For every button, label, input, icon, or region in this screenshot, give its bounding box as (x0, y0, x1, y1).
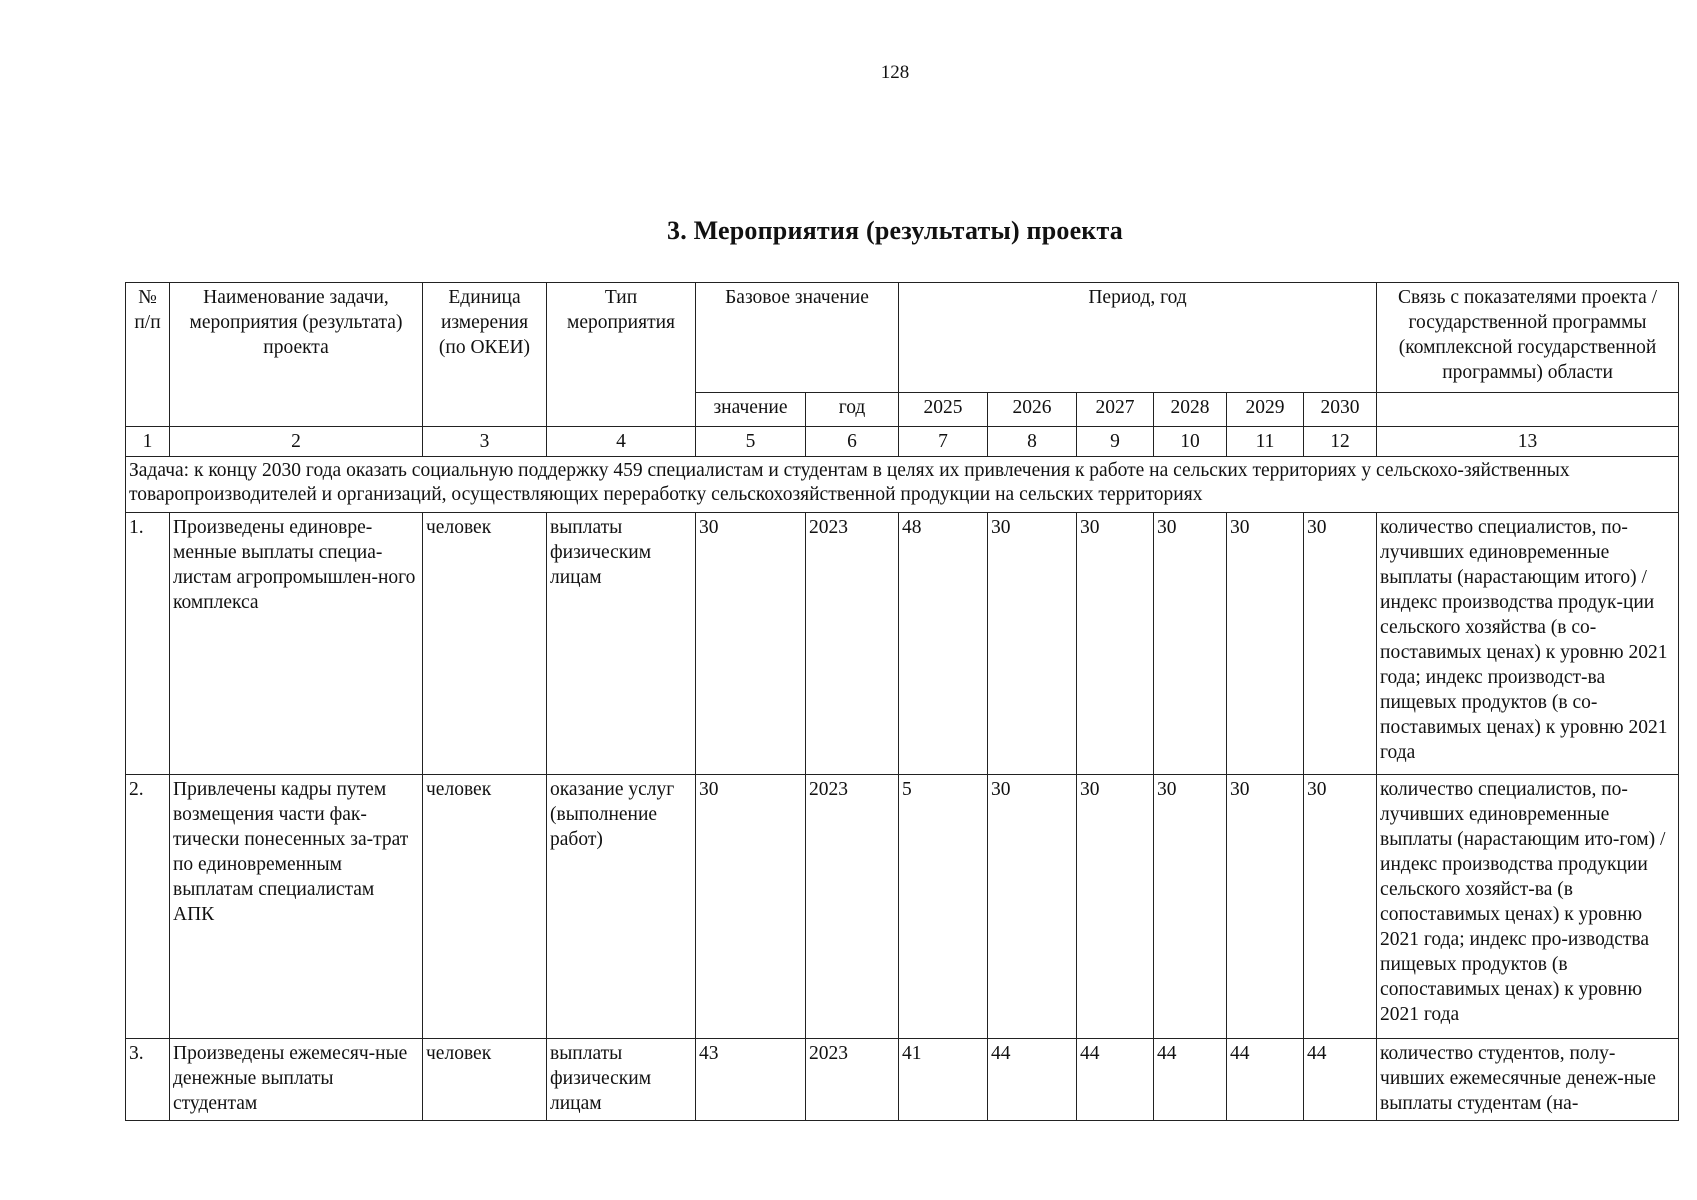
row-type: выплаты физическим лицам (547, 1039, 696, 1121)
row-name: Привлечены кадры путем возмещения части фак-тически понесенных за-трат по единовременным выплатам специалистам АПК (170, 775, 423, 1039)
col-number: 3 (423, 427, 547, 457)
row-2028: 30 (1154, 775, 1227, 1039)
col-number: 2 (170, 427, 423, 457)
table-row (126, 775, 1679, 1039)
header-year-2028: 2028 (1154, 393, 1227, 427)
row-2027: 30 (1077, 775, 1154, 1039)
row-2025: 5 (899, 775, 988, 1039)
header-year-2030: 2030 (1304, 393, 1377, 427)
row-link: количество студентов, полу-чивших ежемесячные денеж-ные выплаты студентам (на- (1377, 1039, 1679, 1121)
task-row (126, 457, 1679, 513)
col-number: 7 (899, 427, 988, 457)
row-2029: 30 (1227, 513, 1304, 775)
header-year-2025: 2025 (899, 393, 988, 427)
header-period: Период, год (899, 283, 1377, 393)
row-2028: 30 (1154, 513, 1227, 775)
row-2029: 30 (1227, 775, 1304, 1039)
task-text: Задача: к концу 2030 года оказать социальную поддержку 459 специалистам и студентам в целях их привлечения к работе на сельских территориях у сельскохо-зяйственных товаропроизводителей и организаций, осуществляющих переработку сельскохозяйственной продукции на сельских территориях (126, 457, 1679, 513)
header-unit: Единица измерения (по ОКЕИ) (423, 283, 547, 427)
row-link: количество специалистов, по-лучивших единовременные выплаты (нарастающим итого) / индекс производства продук-ции сельского хозяйства (в со-поставимых ценах) к уровню 2021 года; индекс производст-ва пищевых продуктов (в со-поставимых ценах) к уровню 2021 года (1377, 513, 1679, 775)
col-number: 10 (1154, 427, 1227, 457)
col-number: 1 (126, 427, 170, 457)
row-unit: человек (423, 513, 547, 775)
header-base-value: значение (696, 393, 806, 427)
page-number: 128 (880, 62, 910, 83)
measures-table (125, 282, 1679, 1121)
column-number-row (126, 427, 1679, 457)
col-number: 12 (1304, 427, 1377, 457)
row-2029: 44 (1227, 1039, 1304, 1121)
col-number: 11 (1227, 427, 1304, 457)
row-no: 1. (126, 513, 170, 775)
row-2026: 30 (988, 775, 1077, 1039)
row-base-year: 2023 (806, 775, 899, 1039)
row-base-year: 2023 (806, 1039, 899, 1121)
header-base: Базовое значение (696, 283, 899, 393)
row-name: Произведены единовре-менные выплаты специа-листам агропромышлен-ного комплекса (170, 513, 423, 775)
header-link-empty (1377, 393, 1679, 427)
table-row (126, 513, 1679, 775)
header-year-2026: 2026 (988, 393, 1077, 427)
header-row (126, 283, 1679, 393)
header-base-year: год (806, 393, 899, 427)
row-no: 2. (126, 775, 170, 1039)
row-link: количество специалистов, по-лучивших единовременные выплаты (нарастающим ито-гом) / индекс производства продукции сельского хозяйст-ва (в сопоставимых ценах) к уровню 2021 года; индекс про-изводства пищевых продуктов (в сопоставимых ценах) к уровню 2021 года (1377, 775, 1679, 1039)
row-2027: 44 (1077, 1039, 1154, 1121)
col-number: 9 (1077, 427, 1154, 457)
header-link: Связь с показателями проекта / государственной программы (комплексной государственной программы) области (1377, 283, 1679, 393)
row-base-value: 30 (696, 513, 806, 775)
row-2027: 30 (1077, 513, 1154, 775)
row-2028: 44 (1154, 1039, 1227, 1121)
row-2026: 30 (988, 513, 1077, 775)
row-unit: человек (423, 775, 547, 1039)
col-number: 4 (547, 427, 696, 457)
row-no: 3. (126, 1039, 170, 1121)
col-number: 13 (1377, 427, 1679, 457)
header-type: Тип мероприятия (547, 283, 696, 427)
row-2025: 48 (899, 513, 988, 775)
col-number: 6 (806, 427, 899, 457)
row-2030: 30 (1304, 775, 1377, 1039)
section-title: 3. Мероприятия (результаты) проекта (667, 216, 1123, 245)
row-base-value: 30 (696, 775, 806, 1039)
row-name: Произведены ежемесяч-ные денежные выплаты студентам (170, 1039, 423, 1121)
header-year-2029: 2029 (1227, 393, 1304, 427)
row-unit: человек (423, 1039, 547, 1121)
row-base-value: 43 (696, 1039, 806, 1121)
row-base-year: 2023 (806, 513, 899, 775)
header-name: Наименование задачи, мероприятия (результата) проекта (170, 283, 423, 427)
row-type: выплаты физическим лицам (547, 513, 696, 775)
header-year-2027: 2027 (1077, 393, 1154, 427)
row-2030: 30 (1304, 513, 1377, 775)
row-2026: 44 (988, 1039, 1077, 1121)
table-row (126, 1039, 1679, 1121)
row-type: оказание услуг (выполнение работ) (547, 775, 696, 1039)
row-2030: 44 (1304, 1039, 1377, 1121)
col-number: 8 (988, 427, 1077, 457)
header-no: № п/п (126, 283, 170, 427)
col-number: 5 (696, 427, 806, 457)
row-2025: 41 (899, 1039, 988, 1121)
